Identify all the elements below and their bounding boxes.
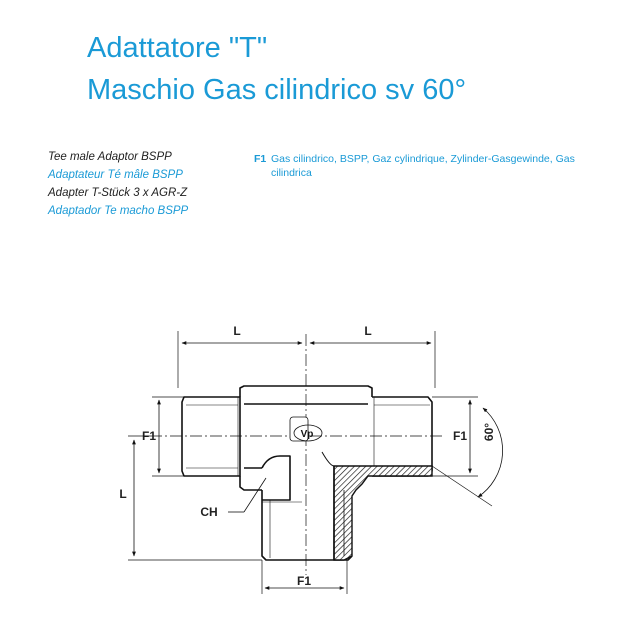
dimension-F1-left (142, 397, 184, 476)
dim-F1-left-label: F1 (141, 429, 157, 443)
dim-L-right-label: L (364, 324, 372, 338)
dim-L-vertical-label: L (119, 487, 127, 501)
hex-callout (200, 478, 266, 519)
right-thread-detail (374, 397, 430, 476)
page-subtitle: Maschio Gas cilindrico sv 60° (87, 74, 467, 106)
dim-L-left-label: L (233, 324, 241, 338)
page-title: Adattatore "T" (87, 32, 268, 64)
manufacturer-logo (290, 417, 322, 441)
dimension-F1-bottom (262, 560, 347, 594)
dim-F1-right-label: F1 (452, 429, 468, 443)
spec-code: F1 (254, 153, 267, 165)
dim-F1-bottom-label: F1 (296, 574, 312, 588)
section-cut (322, 452, 432, 560)
logo-mark-text: Vp (300, 429, 314, 440)
translation-english: Tee male Adaptor BSPP (48, 151, 172, 163)
translation-spanish: Adaptador Te macho BSPP (48, 205, 189, 217)
translation-german: Adapter T-Stück 3 x AGR-Z (48, 187, 188, 199)
spec-description: Gas cilindrico, BSPP, Gaz cylindrique, Zylinder-Gasgewinde, Gas cilindrica (271, 153, 575, 179)
dim-angle-label: 60° (482, 422, 496, 442)
left-thread-detail (186, 397, 238, 476)
dimension-F1-right (432, 397, 478, 476)
translation-french: Adaptateur Té mâle BSPP (48, 169, 183, 181)
dimension-top (178, 324, 435, 388)
label-CH: CH (200, 505, 218, 519)
dimension-angle (432, 408, 503, 506)
bottom-thread-detail (262, 500, 302, 558)
